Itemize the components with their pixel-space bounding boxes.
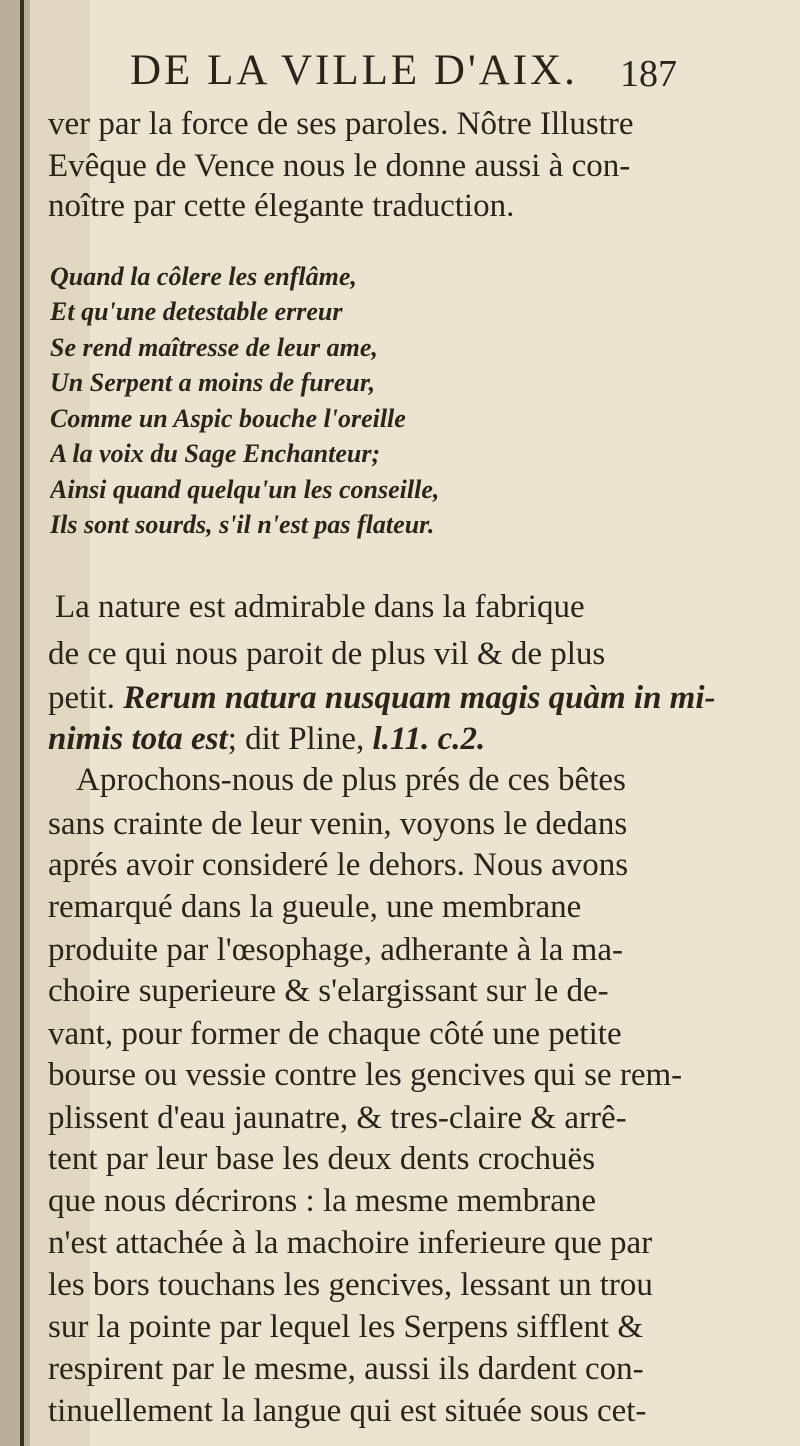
paragraph-2-line-9: plissent d'eau jaunatre, & tres-claire & arrê- (48, 1100, 627, 1136)
paragraph-2-line-8: bourse ou vessie contre les gencives qui se rem- (48, 1057, 683, 1093)
latin-quote-fragment: Rerum natura nusquam magis quàm in mi- (123, 680, 716, 716)
paragraph-2-line-7: vant, pour former de chaque côté une petite (48, 1016, 622, 1052)
verse-line-4: Un Serpent a moins de fureur, (50, 368, 376, 397)
verse-line-8: Ils sont sourds, s'il n'est pas flateur. (50, 510, 435, 539)
intro-line-3: noître par cette élegante traduction. (48, 188, 515, 224)
paragraph-2-line-5: produite par l'œsophage, adherante à la ma- (48, 932, 623, 968)
verse-line-1: Quand la côlere les enflâme, (50, 262, 357, 291)
intro-line-1: ver par la force de ses paroles. Nôtre Illustre (48, 106, 634, 142)
intro-line-2: Evêque de Vence nous le donne aussi à con- (48, 148, 631, 184)
verse-line-7: Ainsi quand quelqu'un les conseille, (50, 475, 440, 504)
gutter-edge-line (20, 0, 24, 1446)
book-gutter (0, 0, 30, 1446)
running-head: DE LA VILLE D'AIX. (130, 47, 578, 94)
verse-line-2: Et qu'une detestable erreur (50, 297, 343, 326)
citation-reference: l.11. c.2. (372, 721, 486, 757)
paragraph-1-line-1: La nature est admirable dans la fabrique (55, 589, 585, 625)
citation-text: ; dit Pline, (227, 721, 373, 757)
paragraph-1-line-4 (48, 717, 738, 761)
paragraph-2-line-11: que nous décrirons : la mesme membrane (48, 1183, 596, 1219)
paragraph-2-line-2: sans crainte de leur venin, voyons le dedans (48, 806, 628, 842)
text-fragment: petit. (48, 680, 124, 716)
paragraph-2-line-4: remarqué dans la gueule, une membrane (48, 889, 582, 925)
paragraph-2-line-14: sur la pointe par lequel les Serpens sifflent & (48, 1309, 644, 1345)
paragraph-2-line-6: choire superieure & s'elargissant sur le de- (48, 973, 609, 1009)
verse-line-6: A la voix du Sage Enchanteur; (50, 439, 381, 468)
page-number: 187 (620, 53, 677, 95)
paragraph-2-line-1: Aprochons-nous de plus prés de ces bêtes (76, 762, 626, 798)
verse-line-5: Comme un Aspic bouche l'oreille (50, 404, 406, 433)
paragraph-2-line-12: n'est attachée à la machoire inferieure que par (48, 1225, 653, 1261)
paragraph-1-line-3 (48, 676, 738, 720)
paragraph-1-line-2: de ce qui nous paroit de plus vil & de plus (48, 636, 606, 672)
paragraph-2-line-13: les bors touchans les gencives, lessant un trou (48, 1267, 653, 1303)
paragraph-2-line-10: tent par leur base les deux dents crochuës (48, 1141, 596, 1177)
latin-quote-end: nimis tota est (48, 721, 228, 757)
paragraph-2-line-16: tinuellement la langue qui est située sous cet- (48, 1393, 647, 1429)
paragraph-2-line-3: aprés avoir consideré le dehors. Nous avons (48, 847, 629, 883)
verse-line-3: Se rend maîtresse de leur ame, (50, 333, 378, 362)
paragraph-2-line-15: respirent par le mesme, aussi ils dardent con- (48, 1351, 644, 1387)
